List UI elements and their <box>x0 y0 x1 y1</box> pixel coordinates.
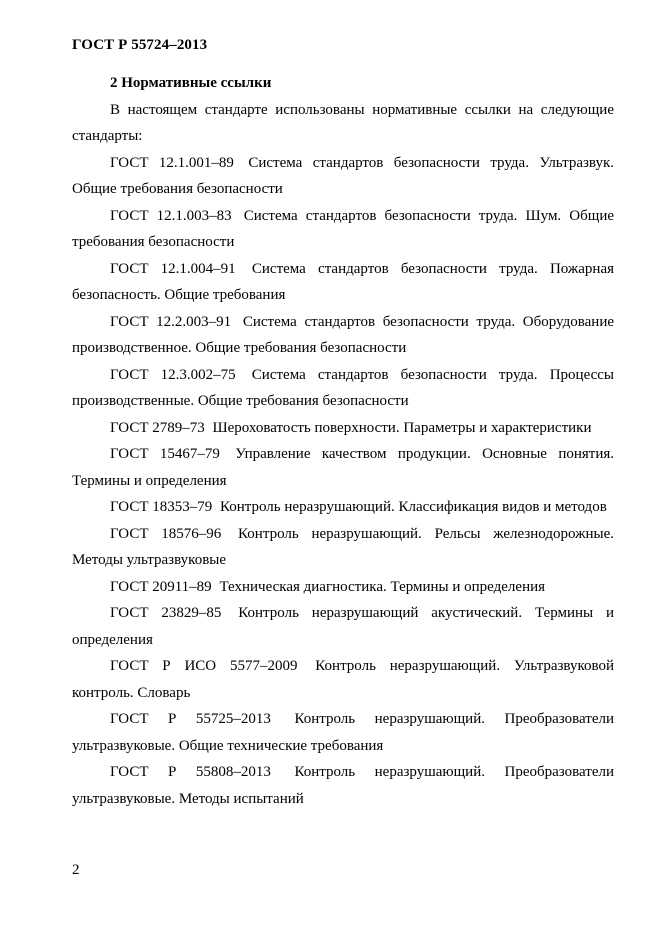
reference-item <box>72 574 614 601</box>
reference-code: ГОСТ 12.1.003–83 <box>110 207 232 224</box>
reference-title: Система стандартов безопасности труда. Пожарная безопасность. Общие требования <box>72 260 615 303</box>
reference-title: Шероховатость поверхности. Параметры и характеристики <box>212 419 592 436</box>
reference-code: ГОСТ 12.2.003–91 <box>110 313 232 330</box>
reference-title: Контроль неразрушающий. Рельсы железнодорожные. Методы ультразвуковые <box>72 525 615 568</box>
reference-item <box>72 494 614 521</box>
reference-item <box>72 309 614 362</box>
reference-item <box>72 203 614 256</box>
reference-code: ГОСТ 18353–79 <box>110 499 213 515</box>
reference-code: ГОСТ 12.1.004–91 <box>110 260 236 277</box>
reference-item <box>72 362 614 415</box>
reference-code: ГОСТ Р 55808–2013 <box>110 764 271 780</box>
reference-code: ГОСТ 18576–96 <box>110 525 222 542</box>
reference-item <box>72 256 614 309</box>
reference-title: Контроль неразрушающий. Преобразователи ультразвуковые. Общие технические требования <box>72 711 615 754</box>
reference-code: ГОСТ 20911–89 <box>110 578 212 595</box>
reference-title: Система стандартов безопасности труда. Оборудование производственное. Общие требования безопасности <box>72 313 614 356</box>
reference-title: Система стандартов безопасности труда. Шум. Общие требования безопасности <box>72 207 615 250</box>
reference-item <box>72 150 614 203</box>
reference-item <box>72 441 614 494</box>
reference-title: Система стандартов безопасности труда. Ультразвук. Общие требования безопасности <box>72 154 615 197</box>
reference-item <box>72 600 614 653</box>
document-content <box>72 70 614 812</box>
reference-title: Управление качеством продукции. Основные понятия. Термины и определения <box>72 446 615 489</box>
reference-code: ГОСТ Р ИСО 5577–2009 <box>110 658 298 674</box>
section-intro: В настоящем стандарте использованы нормативные ссылки на следующие стандарты: <box>72 101 614 144</box>
document-header: ГОСТ Р 55724–2013 <box>72 37 208 53</box>
reference-item <box>72 653 614 706</box>
reference-code: ГОСТ 12.1.001–89 <box>110 154 234 171</box>
reference-title: Контроль неразрушающий. Ультразвуковой контроль. Словарь <box>72 658 615 701</box>
reference-code: ГОСТ Р 55725–2013 <box>110 711 271 727</box>
reference-title: Контроль неразрушающий. Преобразователи ультразвуковые. Методы испытаний <box>72 764 615 807</box>
section-title: 2 Нормативные ссылки <box>110 75 272 91</box>
reference-code: ГОСТ 2789–73 <box>110 419 205 436</box>
reference-code: ГОСТ 15467–79 <box>110 446 220 462</box>
reference-item <box>72 706 614 759</box>
reference-code: ГОСТ 12.3.002–75 <box>110 366 236 383</box>
reference-list <box>72 150 614 813</box>
reference-item <box>72 521 614 574</box>
reference-title: Контроль неразрушающий. Классификация видов и методов <box>219 499 607 515</box>
reference-title: Система стандартов безопасности труда. Процессы производственные. Общие требования безопасности <box>72 366 614 409</box>
reference-title: Техническая диагностика. Термины и определения <box>219 578 546 595</box>
page-number: 2 <box>72 862 80 878</box>
reference-item <box>72 759 614 812</box>
reference-title: Контроль неразрушающий акустический. Термины и определения <box>72 605 615 648</box>
reference-code: ГОСТ 23829–85 <box>110 605 222 621</box>
reference-item <box>72 415 614 442</box>
